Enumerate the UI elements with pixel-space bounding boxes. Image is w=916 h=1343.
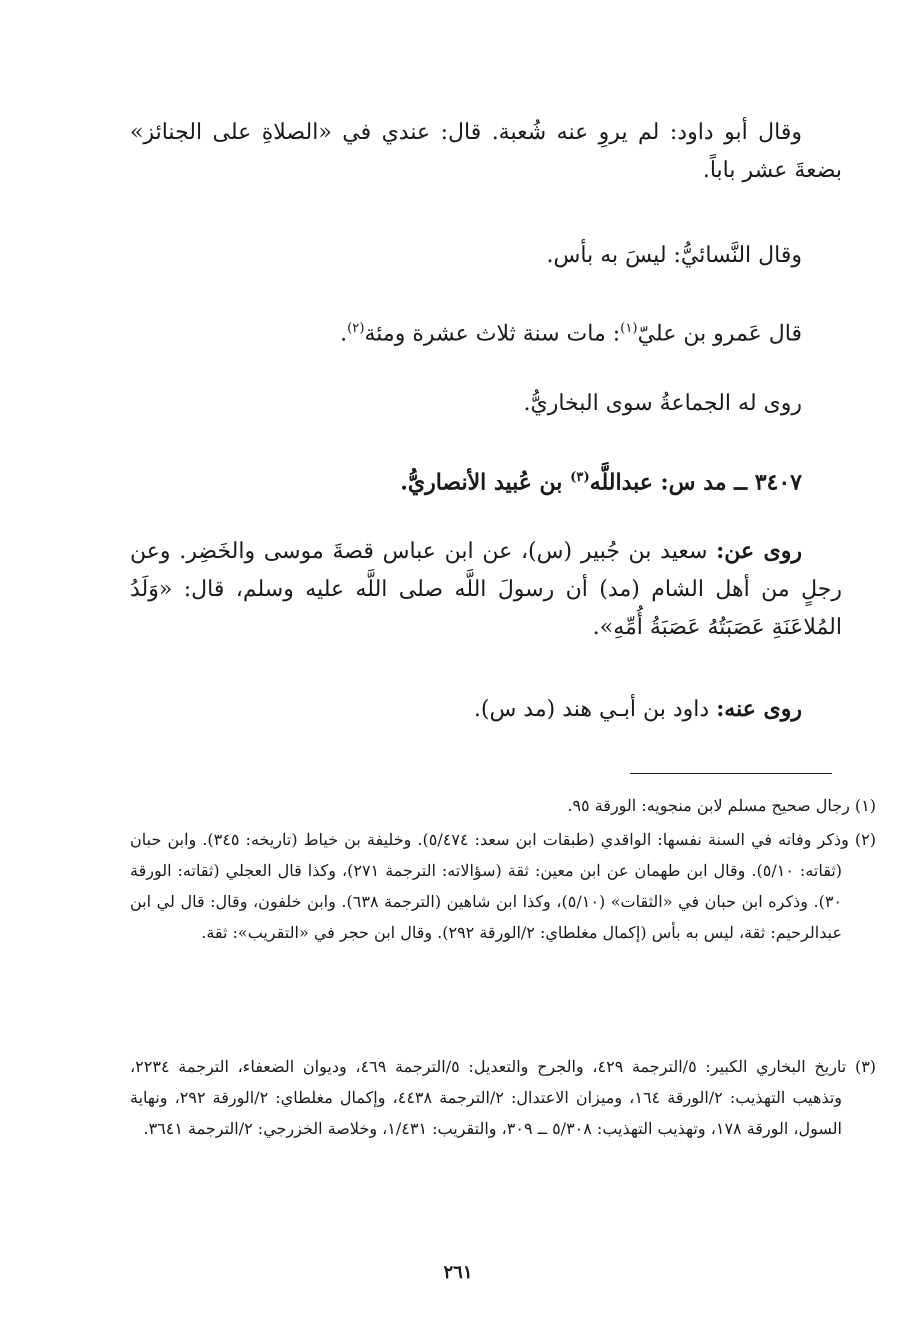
label-narrated-from: روى عن: <box>716 538 803 564</box>
text-segment: : مات سنة ثلاث عشرة ومئة <box>364 321 621 347</box>
paragraph-narrated-by <box>130 690 842 729</box>
paragraph-narrated-from <box>130 532 842 647</box>
text-narrated-by: داود بن أبـي هند (مد س). <box>473 697 717 722</box>
entry-heading <box>130 459 842 501</box>
paragraph-amr-ibn-ali <box>130 310 842 353</box>
entry-heading-text: ٣٤٠٧ ــ مد س: عبداللَّه <box>589 469 802 496</box>
entry-heading-text: بن عُبيد الأنصاريُّ. <box>400 469 571 496</box>
paragraph-nasai: وقال النَّسائيُّ: ليسَ به بأس. <box>546 243 802 268</box>
paragraph-narrators: روى له الجماعةُ سوى البخاريُّ. <box>523 391 802 416</box>
footnote-1: (١) رجال صحيح مسلم لابن منجويه: الورقة ٩٥. <box>567 796 876 815</box>
footnote-divider <box>630 773 832 774</box>
label-narrated-by: روى عنه: <box>716 696 802 722</box>
footnote-ref-2: (٢) <box>347 321 365 336</box>
footnote-ref-1: (١) <box>620 321 638 336</box>
paragraph-abu-dawud: وقال أبو داود: لم يروِ عنه شُعبة. قال: عندي في «الصلاةِ على الجنائز» بضعةَ عشر باباً. <box>130 120 842 183</box>
page-number: ٢٦١ <box>443 1262 473 1283</box>
text-segment: قال عَمرو بن عليّ <box>637 321 802 347</box>
text-narrated-from: سعيد بن جُبير (س)، عن ابن عباس قصةَ موسى والخَضِر. وعن رجلٍ من أهل الشام (مد) أن رسولَ اللَّه صلى اللَّه عليه وسلم، قال: «وَلَدُ المُلاعَنَةِ عَصَبَتُهُ عَصَبَةُ أُمِّهِ». <box>130 539 842 640</box>
footnote-2: (٢) وذكر وفاته في السنة نفسها: الواقدي (طبقات ابن سعد: ٥/٤٧٤). وخليفة بن خياط (تاريخه: ٣٤٥). وابن حبان (ثقاته: ٥/١٠). وقال ابن طهمان عن ابن معين: ثقة (سؤالاته: الترجمة ٢٧١)، وكذا قال العجلي (ثقاته: الورقة ٣٠). وذكره ابن حبان في «الثقات» (٥/١٠)، وكذا ابن شاهين (الترجمة ٦٣٨). وابن خلفون، وقال: قال لي ابن عبدالرحيم: ثقة، ليس به بأس (إكمال مغلطاي: ٢/الورقة ٢٩٢). وقال ابن حجر في «التقريب»: ثقة. <box>130 830 876 942</box>
footnote-ref-3: (٣) <box>570 470 590 485</box>
footnote-3: (٣) تاريخ البخاري الكبير: ٥/الترجمة ٤٢٩، والجرح والتعديل: ٥/الترجمة ٤٦٩، وديوان الضعفاء، الترجمة ٢٢٣٤، وتذهيب التهذيب: ٢/الورقة ١٦٤، وميزان الاعتدال: ٢/الترجمة ٤٤٣٨، وإكمال مغلطاي: ٢/الورقة ٢٩٢، ونهاية السول، الورقة ١٧٨، وتهذيب التهذيب: ٥/٣٠٨ ــ ٣٠٩، والتقريب: ١/٤٣١، وخلاصة الخزرجي: ٢/الترجمة ٣٦٤١. <box>130 1057 877 1138</box>
text-segment: . <box>340 321 348 347</box>
